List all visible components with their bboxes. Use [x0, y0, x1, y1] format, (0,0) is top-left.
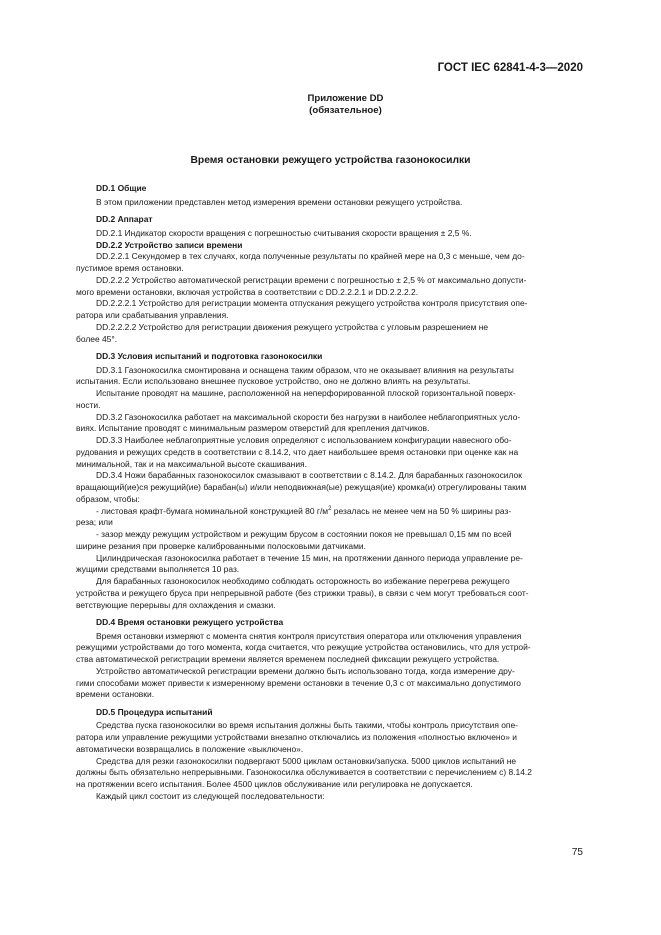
annex-header: [0, 93, 661, 116]
paragraph-line: ратора или срабатывания управления.: [76, 310, 229, 320]
subsection-heading-dd22: DD.2.2 Устройство записи времени: [96, 239, 243, 250]
paragraph-line: мого времени остановки, включая устройства в соответствии с DD.2.2.2.1 и DD.2.2.2.2.: [76, 286, 419, 297]
paragraph-line: ратора или управление режущими устройствами внезапно отключались из положения «полностью включено» и: [76, 732, 518, 742]
section-heading-dd1: DD.1 Общие: [96, 183, 147, 193]
paragraph-line: рудования и режущих средств в соответствии с 8.14.2, что дает наибольшее время остановки при оценке как на: [76, 446, 519, 457]
paragraph-line: пустимое время остановки.: [76, 263, 184, 273]
paragraph-line: Средства для резки газонокосилки подвергают 5000 циклам остановки/запуска. 5000 циклов испытаний не: [96, 755, 517, 766]
paragraph-line: минимальной, так и на максимальной высоте скашивания.: [76, 458, 307, 469]
paragraph-line: DD.3.4 Ножи барабанных газонокосилок смазывают в соответствии с 8.14.2. Для барабанных газонокосилок: [96, 470, 522, 481]
paragraph-line: более 45°.: [76, 333, 118, 344]
paragraph-line: режущими устройствами до того момента, когда считается, что режущие устройства остановились, что для устрой-: [76, 642, 531, 653]
page-number: 75: [571, 847, 583, 858]
list-item-line: - листовая крафт-бумага номинальной конструкцией 80 $г/м^2$ резалась не менее чем на 50 % ширины раз-: [96, 505, 512, 516]
document-body: [76, 183, 584, 803]
paragraph-line: ности.: [76, 399, 101, 410]
paragraph-line: Для барабанных газонокосилок необходимо соблюдать осторожность во избежание перегрева режущего: [96, 576, 510, 586]
paragraph-line: Каждый цикл состоит из следующей последовательности:: [96, 790, 325, 801]
paragraph-line: Устройство автоматической регистрации времени должно быть использовано тогда, когда измерение дру-: [96, 665, 515, 676]
paragraph-line: должны быть обязательно непрерывными. Газонокосилка обслуживается в соответствии с перечислением с) 8.14.2: [76, 767, 532, 778]
paragraph-line: ветствующие перерывы для охлаждения и смазки.: [76, 599, 276, 610]
paragraph-line: устройства и режущего бруса при непрерывной работе (без стрижки травы), в связи с чем могут требоваться соот-: [76, 587, 529, 598]
paragraph-line: Время остановки измеряют с момента снятия контроля присутствия оператора или отключения управления: [96, 630, 522, 641]
paragraph-line: ства автоматической регистрации времени является временем последней фиксации режущего устройства.: [76, 654, 500, 664]
paragraph: DD.2.1 Индикатор скорости вращения с погрешностью считывания скорости вращения ± 2,5 %.: [96, 227, 472, 238]
annex-main-title: Время остановки режущего устройства газонокосилки: [190, 155, 471, 166]
document-code: ГОСТ IEC 62841-4-3—2020: [437, 62, 583, 74]
paragraph-line: DD.2.2.1 Секундомер в тех случаях, когда полученные результаты по крайней мере на 0,3 с меньше, чем до-: [96, 251, 525, 262]
paragraph-line: испытания. Если использовано внешнее пусковое устройство, оно не должно влиять на результаты.: [76, 376, 471, 387]
paragraph-line: DD.3.1 Газонокосилка смонтирована и оснащена таким образом, что не оказывает влияния на результаты: [96, 364, 514, 375]
paragraph-line: DD.2.2.2.2 Устройство для регистрации движения режущего устройства с угловым разрешением не: [96, 321, 489, 332]
paragraph-line: DD.2.2.2.1 Устройство для регистрации момента отпускания режущего устройства контроля присутствия опе-: [96, 298, 528, 309]
section-heading-dd5: DD.5 Процедура испытаний: [96, 706, 213, 717]
paragraph-line: времени остановки.: [76, 689, 155, 700]
paragraph-line: вращающий(ие)ся режущий(ие) барабан(ы) и/или неподвижная(ые) режущая(ие) кромка(и) отрегулированы таким: [76, 482, 527, 492]
paragraph-line: DD.2.2.2 Устройство автоматической регистрации времени с погрешностью ± 2,5 % от максимально допусти-: [96, 274, 527, 285]
list-item-line: реза; или: [76, 517, 113, 528]
annex-title: Приложение DD: [307, 93, 384, 104]
paragraph-line: DD.3.2 Газонокосилка работает на максимальной скорости без нагрузки в наиболее неблагоприятных усло-: [96, 411, 521, 422]
paragraph-line: Средства пуска газонокосилки во время испытания должны быть такими, чтобы контроль присутствия опе-: [96, 720, 518, 731]
paragraph-line: гими способами может привести к измеренному времени остановки в течение 0,3 с от максимально допустимого: [76, 677, 521, 688]
annex-status: (обязательное): [309, 104, 382, 116]
paragraph-line: Цилиндрическая газонокосилка работает в течение 15 мин, на протяжении данного периода управление ре-: [96, 552, 523, 563]
paragraph-line: Испытание проводят на машине, расположенной на неперфорированной плоской горизонтальной поверх-: [96, 388, 516, 398]
paragraph-line: жущими средствами выполняется 10 раз.: [76, 564, 240, 575]
list-item-line: ширине резания при проверке калиброванными полосковыми датчиками.: [76, 540, 366, 551]
paragraph-line: виях. Испытание проводят с минимальным размером отверстий для крепления датчиков.: [76, 423, 430, 434]
paragraph: В этом приложении представлен метод измерения времени остановки режущего устройства.: [96, 196, 463, 207]
paragraph-line: образом, чтобы:: [76, 493, 140, 504]
list-item-line: - зазор между режущим устройством и режущим брусом в состоянии покоя не превышал 0,15 мм по всей: [96, 529, 512, 539]
paragraph-line: DD.3.3 Наиболее неблагоприятные условия определяют с использованием конфигурации навесного обо-: [96, 435, 512, 445]
section-heading-dd2: DD.2 Аппарат: [96, 214, 153, 224]
section-heading-dd4: DD.4 Время остановки режущего устройства: [96, 616, 284, 627]
paragraph-line: на протяжении всего испытания. Более 4500 циклов обслуживание или регулировка не допускается.: [76, 779, 473, 789]
section-heading-dd3: DD.3 Условия испытаний и подготовка газонокосилки: [96, 350, 323, 361]
paragraph-line: автоматически возвращались в положение «выключено».: [76, 743, 304, 754]
